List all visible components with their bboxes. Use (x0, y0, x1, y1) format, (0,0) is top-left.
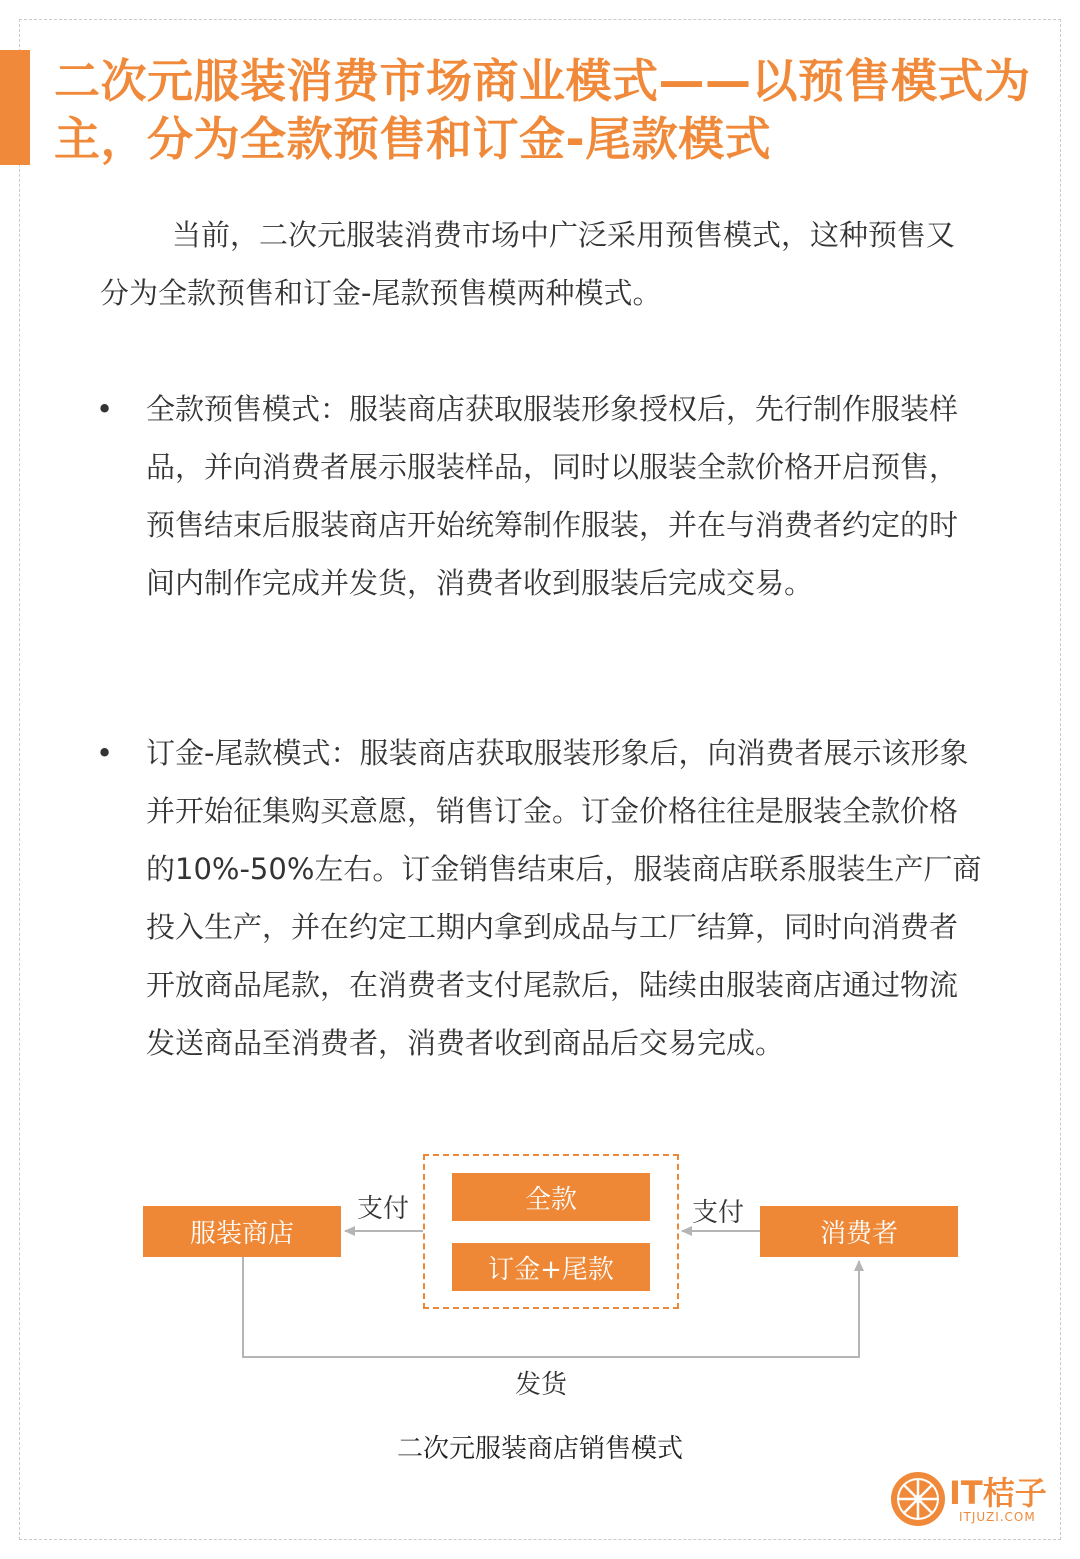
consumer-box (760, 1206, 958, 1257)
store-box (143, 1206, 341, 1257)
ship-label: 发货 (515, 1370, 568, 1400)
pay-label-right: 支付 (692, 1198, 745, 1228)
bullet-marker: • (96, 392, 114, 426)
itjuzi-logo (889, 1470, 1061, 1530)
store-label: 服装商店 (189, 1219, 294, 1249)
consumer-label: 消费者 (819, 1219, 898, 1249)
logo-url: ITJUZI.COM (959, 1510, 1036, 1524)
diagram-caption: 二次元服装商店销售模式 (396, 1434, 683, 1464)
heading-accent-bar (0, 50, 30, 165)
full-payment-box (452, 1173, 650, 1221)
orange-slice-icon (889, 1470, 947, 1528)
pay-label-left: 支付 (357, 1194, 410, 1224)
bullet-full-payment: 全款预售模式：服装商店获取服装形象授权后，先行制作服装样品，并向消费者展示服装样品，同时以服装全款价格开启预售，预售结束后服装商店开始统筹制作服装，并在与消费者约定的时间内制作完成并发货，消费者收到服装后完成交易。 (146, 392, 959, 600)
deposit-balance-label: 订金+尾款 (488, 1254, 614, 1285)
bullet-marker: • (96, 736, 114, 770)
logo-brand: IT桔子 (949, 1474, 1047, 1512)
intro-paragraph: 当前，二次元服装消费市场中广泛采用预售模式，这种预售又分为全款预售和订金-尾款预售模两种模式。 (100, 218, 956, 310)
page-title: 二次元服装消费市场商业模式——以预售模式为主，分为全款预售和订金-尾款模式 (54, 54, 1031, 166)
bullet-deposit-balance: 订金-尾款模式：服装商店获取服装形象后，向消费者展示该形象并开始征集购买意愿，销售订金。订金价格往往是服装全款价格的10%-50%左右。订金销售结束后，服装商店联系服装生产厂商投入生产，并在约定工期内拿到成品与工厂结算，同时向消费者开放商品尾款，在消费者支付尾款后，陆续由服装商店通过物流发送商品至消费者，消费者收到商品后交易完成。 (146, 736, 982, 1060)
deposit-balance-box (452, 1243, 650, 1291)
full-payment-label: 全款 (524, 1184, 577, 1215)
